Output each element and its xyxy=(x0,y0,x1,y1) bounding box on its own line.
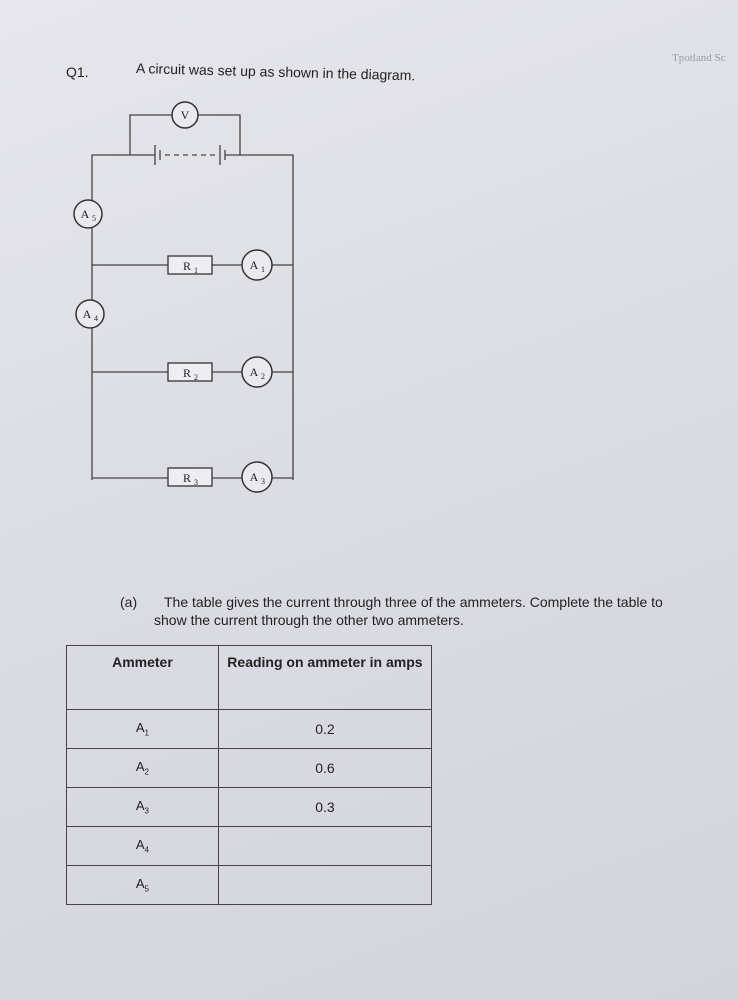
svg-text:1: 1 xyxy=(194,266,198,275)
svg-text:A: A xyxy=(249,470,259,484)
svg-text:A: A xyxy=(249,258,259,272)
ammeter-cell: $A_2$ xyxy=(67,749,219,788)
battery-symbol xyxy=(130,145,240,165)
svg-text:A: A xyxy=(82,307,92,321)
corner-watermark: Tpotland Sc xyxy=(672,52,726,64)
table-row xyxy=(67,866,432,905)
table-row xyxy=(67,788,432,827)
svg-text:3: 3 xyxy=(261,477,265,486)
right-wire xyxy=(240,155,293,480)
table-row xyxy=(67,827,432,866)
svg-text:R: R xyxy=(182,471,192,485)
ammeter-a1 xyxy=(242,250,272,280)
reading-answer-cell[interactable] xyxy=(218,827,431,866)
svg-text:1: 1 xyxy=(261,265,265,274)
table-header-row xyxy=(67,646,432,710)
ammeter-a2 xyxy=(242,357,272,387)
header-reading: Reading on ammeter in amps xyxy=(218,646,431,710)
svg-text:R: R xyxy=(182,259,192,273)
part-a-line1: The table gives the current through three of the ammeters. Complete the table to xyxy=(164,594,663,610)
ammeter-a3 xyxy=(242,462,272,492)
resistor-r3 xyxy=(168,468,212,487)
ammeter-a4 xyxy=(76,300,104,328)
svg-text:3: 3 xyxy=(194,478,198,487)
ammeter-table xyxy=(66,645,432,905)
table-row xyxy=(67,749,432,788)
svg-text:R: R xyxy=(182,366,192,380)
reading-answer-cell[interactable] xyxy=(218,866,431,905)
ammeter-cell: $A_1$ xyxy=(67,710,219,749)
part-a-letter: (a) xyxy=(120,594,138,610)
header-ammeter: Ammeter xyxy=(67,646,219,710)
ammeter-cell: $A_3$ xyxy=(67,788,219,827)
svg-text:4: 4 xyxy=(94,314,98,323)
voltmeter-v xyxy=(172,102,198,128)
svg-text:5: 5 xyxy=(92,214,96,223)
svg-text:2: 2 xyxy=(194,373,198,382)
question-number: Q1. xyxy=(66,64,89,80)
reading-cell: 0.3 xyxy=(218,788,431,827)
resistor-r1 xyxy=(168,256,212,275)
ammeter-cell: $A_5$ xyxy=(67,866,219,905)
svg-text:A: A xyxy=(249,365,259,379)
svg-text:2: 2 xyxy=(261,372,265,381)
circuit-diagram xyxy=(60,90,320,500)
part-a-line2: show the current through the other two ammeters. xyxy=(154,612,464,628)
part-a xyxy=(120,593,730,629)
ammeter-a5 xyxy=(74,200,102,228)
question-text: A circuit was set up as shown in the diagram. xyxy=(135,60,416,84)
ammeter-cell: $A_4$ xyxy=(67,827,219,866)
reading-cell: 0.2 xyxy=(218,710,431,749)
table-row xyxy=(67,710,432,749)
svg-text:V: V xyxy=(180,108,190,122)
reading-cell: 0.6 xyxy=(218,749,431,788)
svg-text:A: A xyxy=(80,207,90,221)
resistor-r2 xyxy=(168,363,212,382)
